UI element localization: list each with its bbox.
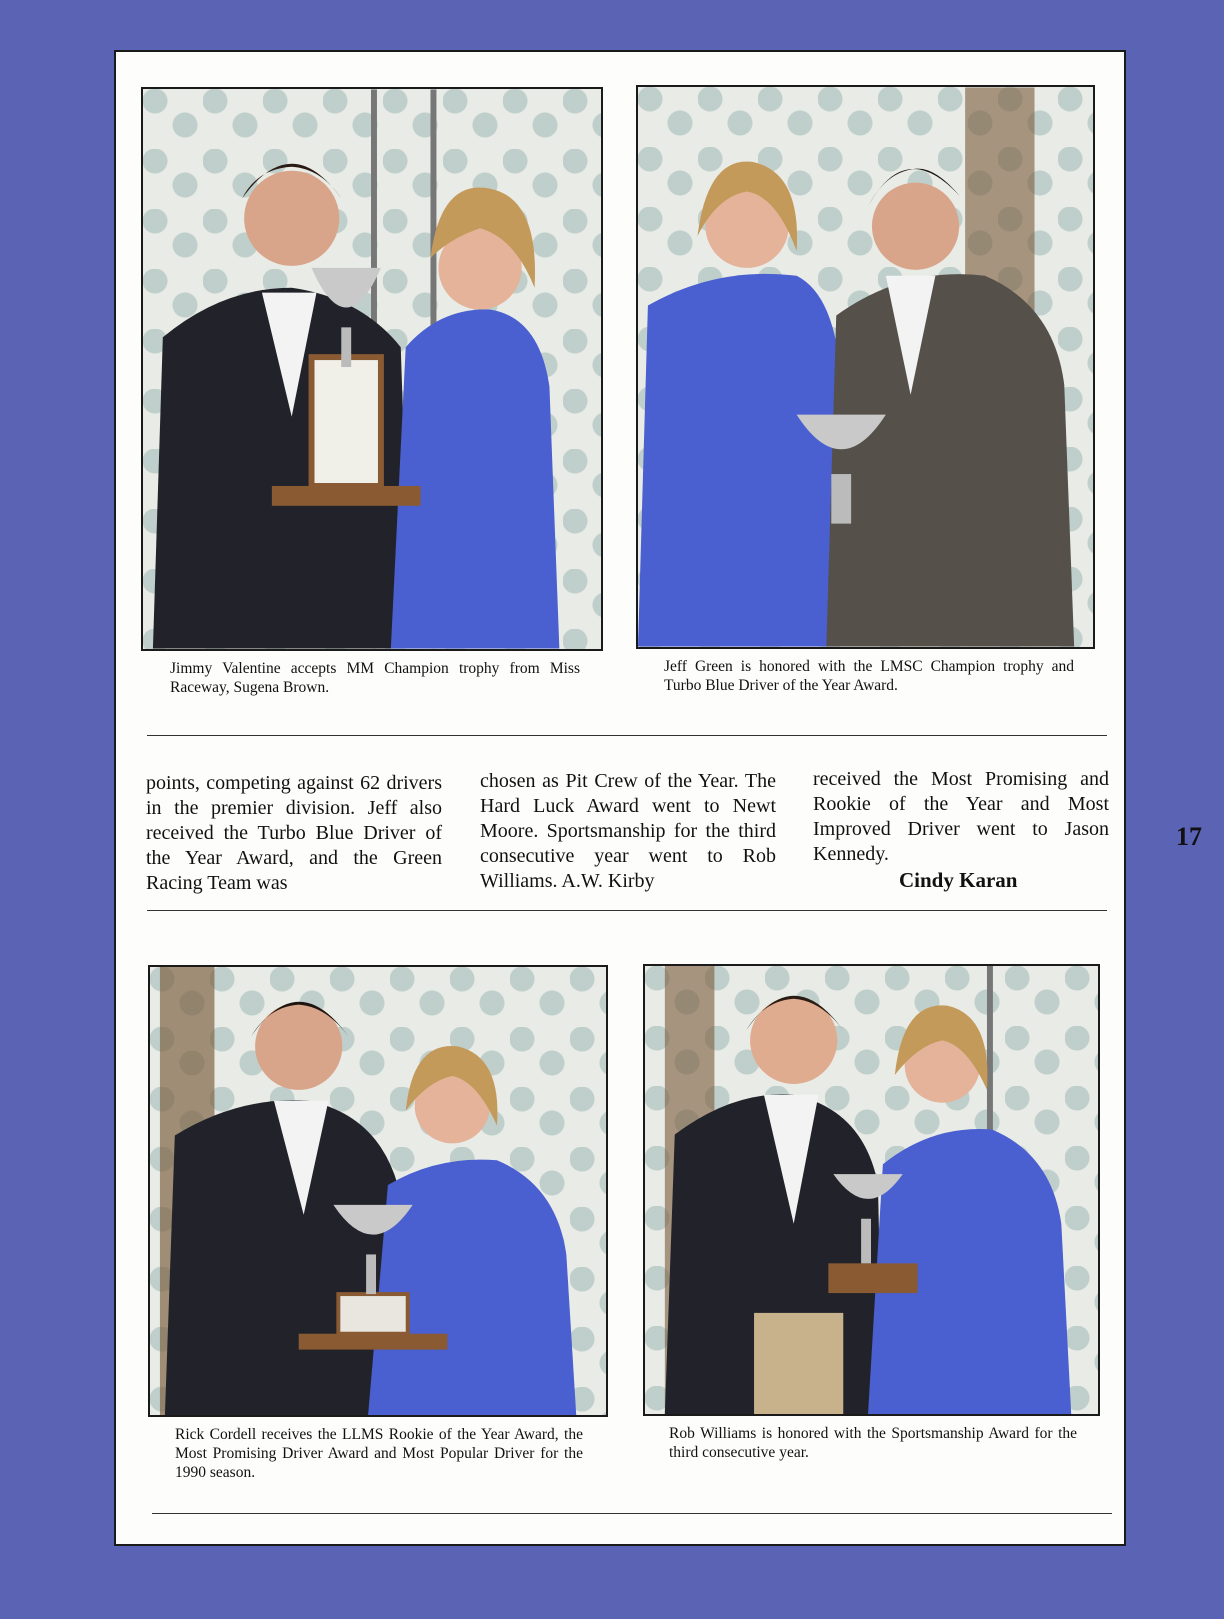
article-column-1: points, competing against 62 drivers in the premier division. Jeff also received the Turbo Blue Driver of the Year Award, and the Green Racing Team was bbox=[146, 772, 442, 894]
photo-illustration bbox=[143, 89, 601, 649]
article-byline: Cindy Karan bbox=[899, 868, 1018, 892]
photo-rick-cordell bbox=[148, 965, 608, 1417]
photo-rob-williams bbox=[643, 964, 1100, 1416]
photo-caption: Jeff Green is honored with the LMSC Champion trophy and Turbo Blue Driver of the Year Award. bbox=[664, 658, 1074, 694]
photo-jeff-green bbox=[636, 85, 1095, 649]
photo-illustration bbox=[645, 966, 1098, 1414]
article-column-3: received the Most Promising and Rookie of the Year and Most Improved Driver went to Jason Kennedy. bbox=[813, 768, 1109, 865]
divider bbox=[147, 910, 1107, 911]
divider bbox=[147, 735, 1107, 736]
article-column-2: chosen as Pit Crew of the Year. The Hard Luck Award went to Newt Moore. Sportsmanship for the third consecutive year went to Rob Williams. A.W. Kirby bbox=[480, 770, 776, 892]
photo-jimmy-valentine bbox=[141, 87, 603, 651]
photo-illustration bbox=[638, 87, 1093, 647]
page-number: 17 bbox=[1176, 822, 1202, 851]
divider bbox=[152, 1513, 1112, 1514]
photo-caption: Rick Cordell receives the LLMS Rookie of the Year Award, the Most Promising Driver Award and Most Popular Driver for the 1990 season. bbox=[175, 1426, 583, 1481]
photo-illustration bbox=[150, 967, 606, 1415]
photo-caption: Rob Williams is honored with the Sportsmanship Award for the third consecutive year. bbox=[669, 1425, 1077, 1461]
photo-caption: Jimmy Valentine accepts MM Champion trophy from Miss Raceway, Sugena Brown. bbox=[170, 660, 580, 696]
